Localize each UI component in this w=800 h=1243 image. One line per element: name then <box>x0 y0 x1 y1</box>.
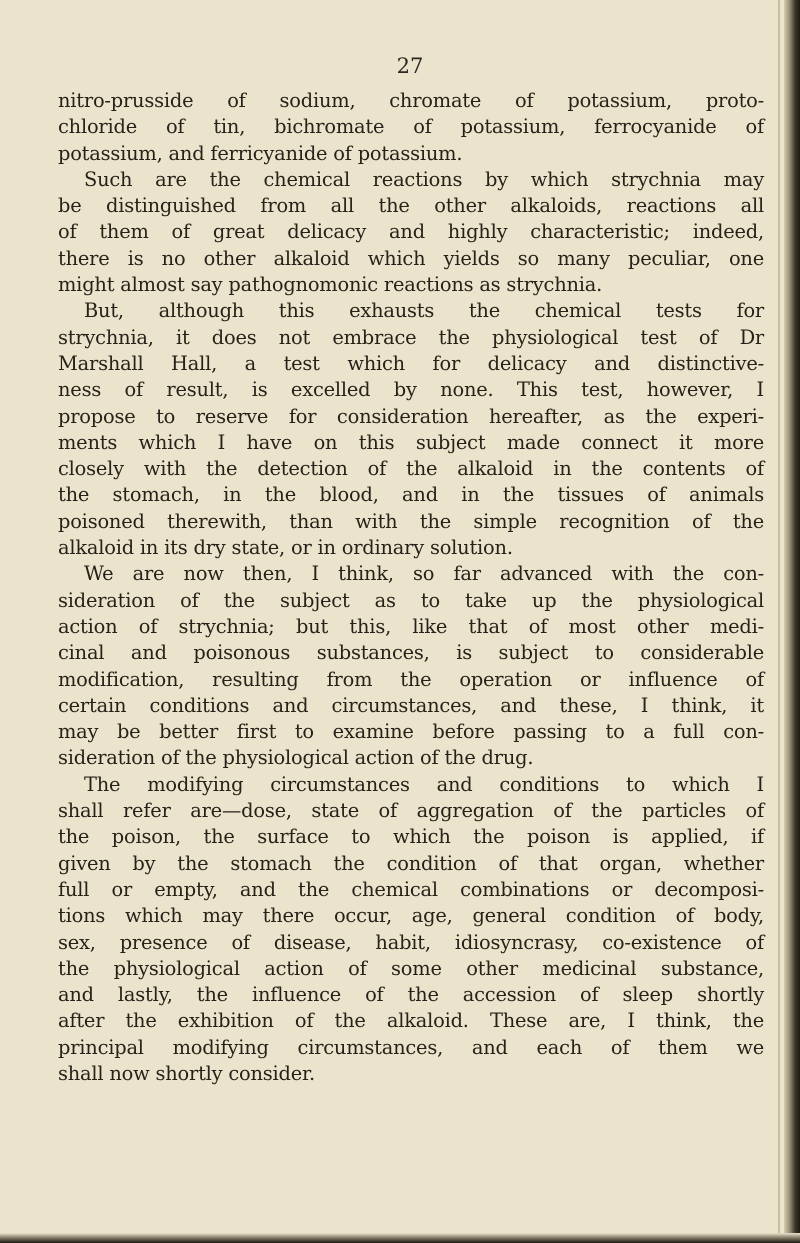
text-line: might almost say pathognomonic reactions as strychnia. <box>58 273 603 297</box>
text-line: But, although this exhausts the chemical tests for <box>84 299 764 323</box>
text-line: of them of great delicacy and highly characteristic; indeed, <box>58 220 764 244</box>
text-line: action of strychnia; but this, like that of most other medi- <box>58 614 764 638</box>
text-line: modification, resulting from the operation or influence of <box>58 667 764 691</box>
text-line: alkaloid in its dry state, or in ordinary solution. <box>58 536 513 560</box>
text-line: We are now then, I think, so far advanced with the con- <box>84 562 764 586</box>
text-line: propose to reserve for consideration hereafter, as the experi- <box>58 404 764 428</box>
page-fold-line <box>778 0 780 1243</box>
text-line: principal modifying circumstances, and each of them we <box>58 1035 764 1059</box>
text-line: strychnia, it does not embrace the physiological test of Dr <box>58 325 764 349</box>
text-line: poisoned therewith, than with the simple recognition of the <box>58 509 764 533</box>
text-line: closely with the detection of the alkaloid in the contents of <box>58 457 764 481</box>
text-line: sex, presence of disease, habit, idiosyncrasy, co-existence of <box>58 930 764 954</box>
body-text <box>58 88 764 1087</box>
text-line: sideration of the subject as to take up the physiological <box>58 588 764 612</box>
text-line: the physiological action of some other medicinal substance, <box>58 956 764 980</box>
book-gutter-shadow <box>784 0 800 1243</box>
page-number: 27 <box>396 54 424 78</box>
text-line: be distinguished from all the other alkaloids, reactions all <box>58 194 764 218</box>
text-line: and lastly, the influence of the accession of sleep shortly <box>58 983 764 1007</box>
text-line: given by the stomach the condition of that organ, whether <box>58 851 764 875</box>
text-line: ness of result, is excelled by none. This test, however, I <box>58 378 764 402</box>
text-line: sideration of the physiological action of the drug. <box>58 746 534 770</box>
text-line: The modifying circumstances and conditions to which I <box>84 772 764 796</box>
text-line: Marshall Hall, a test which for delicacy and distinctive- <box>58 351 764 375</box>
page-bottom-edge <box>0 1233 800 1243</box>
text-line: chloride of tin, bichromate of potassium, ferrocyanide of <box>58 115 764 139</box>
text-line: cinal and poisonous substances, is subject to considerable <box>58 641 764 665</box>
text-line: shall refer are—dose, state of aggregation of the particles of <box>58 799 764 823</box>
text-line: Such are the chemical reactions by which strychnia may <box>84 167 764 191</box>
text-line: tions which may there occur, age, general condition of body, <box>58 904 764 928</box>
text-line: the stomach, in the blood, and in the tissues of animals <box>58 483 764 507</box>
text-line: ments which I have on this subject made connect it more <box>58 430 764 454</box>
text-line: certain conditions and circumstances, and these, I think, it <box>58 693 764 717</box>
text-line: the poison, the surface to which the poison is applied, if <box>58 825 764 849</box>
text-line: there is no other alkaloid which yields so many peculiar, one <box>58 246 764 270</box>
text-line: nitro-prusside of sodium, chromate of potassium, proto- <box>58 89 764 112</box>
text-line: may be better first to examine before passing to a full con- <box>58 720 764 744</box>
text-line: after the exhibition of the alkaloid. These are, I think, the <box>58 1009 764 1033</box>
text-line: shall now shortly consider. <box>58 1061 315 1085</box>
text-line: full or empty, and the chemical combinations or decomposi- <box>58 877 764 901</box>
text-line: potassium, and ferricyanide of potassium. <box>58 141 463 165</box>
